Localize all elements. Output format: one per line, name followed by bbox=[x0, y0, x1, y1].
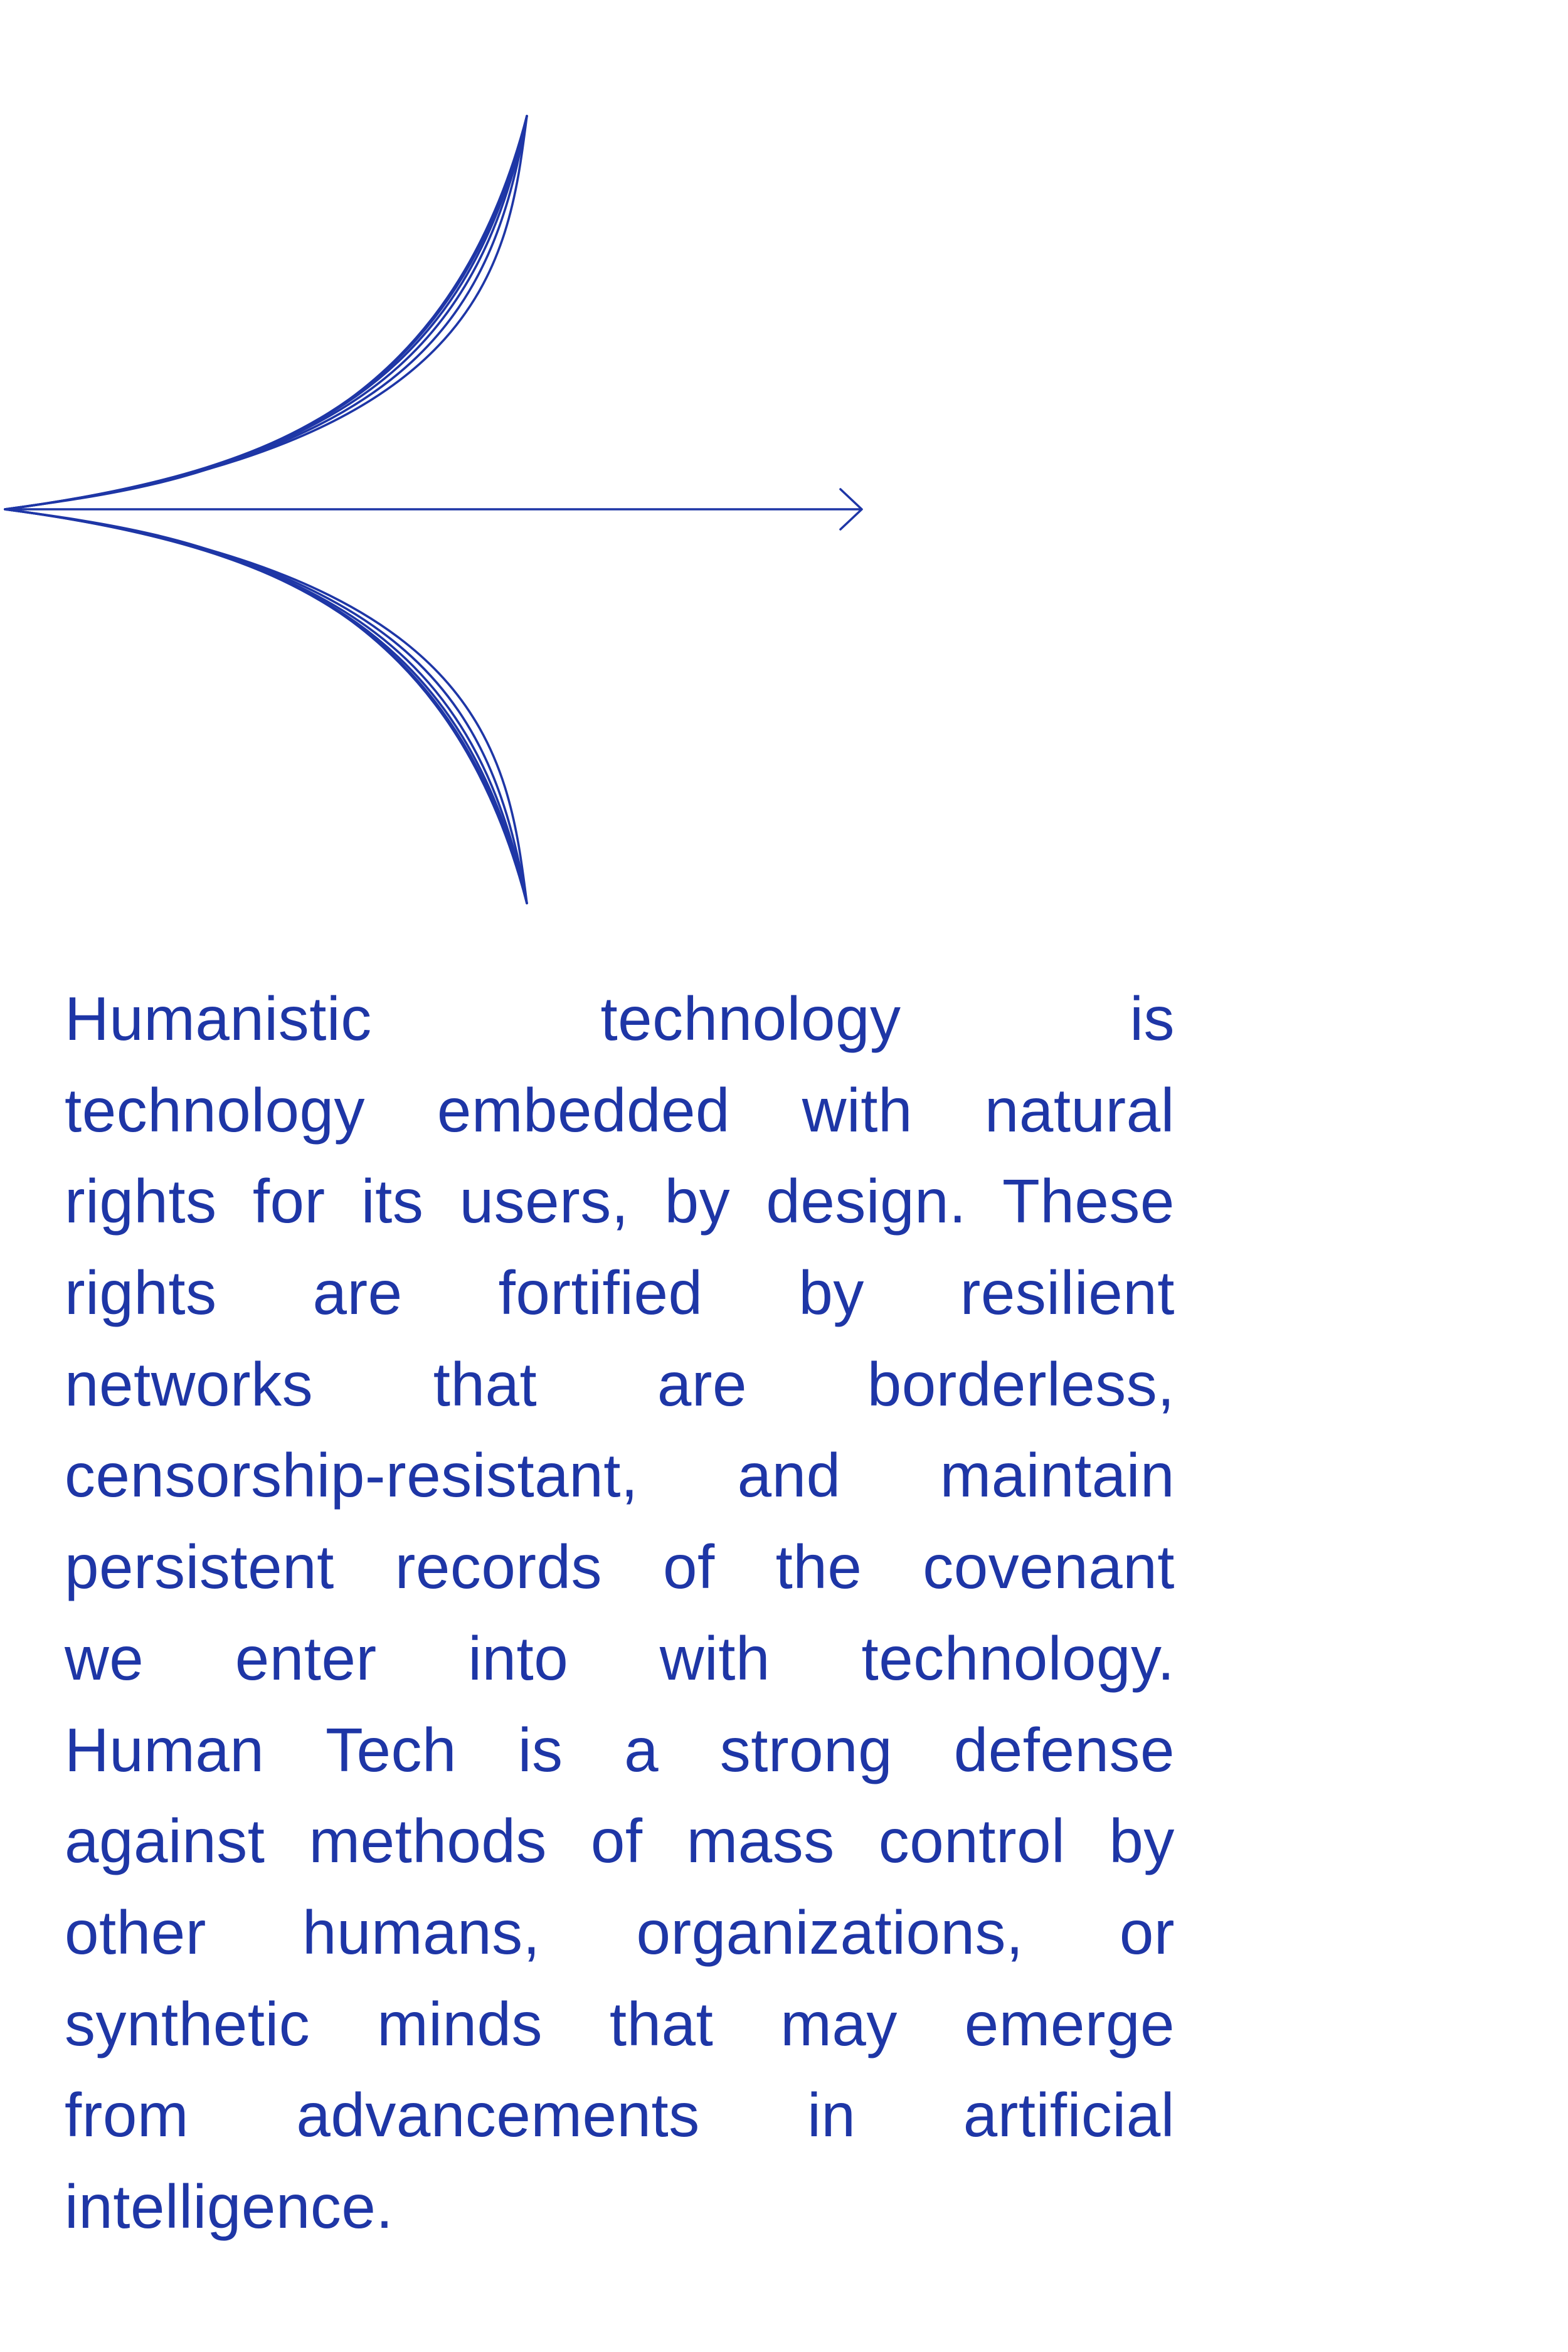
text-line: persistent records of the covenant bbox=[65, 1532, 1175, 1602]
text-line: technology embedded with natural bbox=[65, 1075, 1175, 1145]
text-line: rights for its users, by design. These bbox=[65, 1167, 1175, 1236]
text-line: networks that are borderless, bbox=[65, 1349, 1175, 1419]
text-line: intelligence. bbox=[65, 2171, 394, 2241]
text-line: synthetic minds that may emerge bbox=[65, 1989, 1175, 2058]
text-line: from advancements in artificial bbox=[65, 2080, 1175, 2150]
upper-curve bbox=[5, 116, 527, 509]
text-line: Humanistic technology is bbox=[65, 984, 1175, 1053]
text-line: Human Tech is a strong defense bbox=[65, 1715, 1175, 1784]
text-line: rights are fortified by resilient bbox=[65, 1258, 1175, 1328]
text-line: we enter into with technology. bbox=[65, 1623, 1175, 1693]
text-line: other humans, organizations, or bbox=[65, 1897, 1175, 1967]
text-line: censorship-resistant, and maintain bbox=[65, 1441, 1175, 1510]
diverging-arrow-icon bbox=[0, 0, 1568, 941]
body-paragraph bbox=[65, 973, 1175, 2253]
text-line: against methods of mass control by bbox=[65, 1806, 1175, 1876]
